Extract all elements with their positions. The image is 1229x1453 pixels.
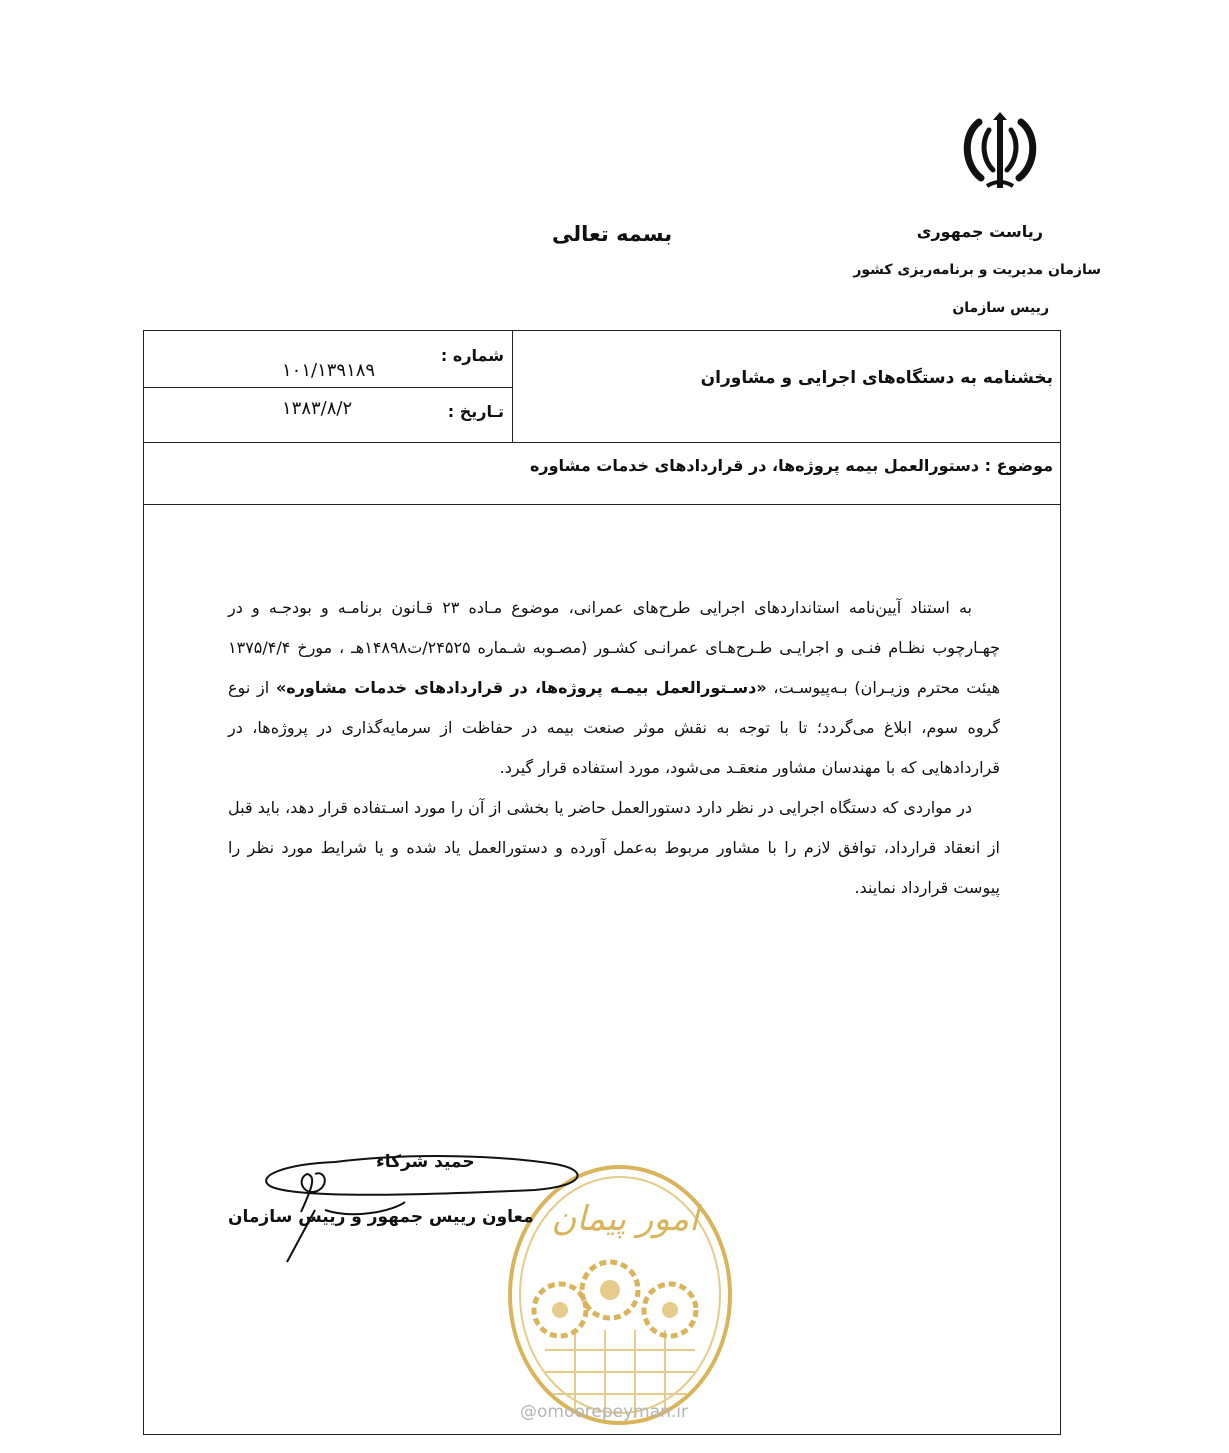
addressee: بخشنامه به دستگاه‌های اجرایی و مشاوران: [700, 368, 1053, 388]
date-label: تـاریخ :: [447, 402, 504, 421]
body-paragraph-1-a: به استناد آیین‌نامه استانداردهای اجرایی طرح‌های عمرانی، موضوع مـاده ۲۳ قـانون برنامـه و بودجـه و در چهـارچوب نظـام فنـی و اجرایـی طـرح‌هـای عمرانـی کشـور (مصـوبه شـماره ۲۴۵۲۵/ت۱۴۸۹۸هـ ، مورخ ۱۳۷۵/۴/۴ هیئت محترم وزیـران) بـه‌پیوسـت،: [228, 598, 1001, 697]
body-paragraph-1-bold: «دسـتورالعمل بیمـه پروژه‌ها، در قراردادهای خدمات مشاوره»: [275, 678, 767, 697]
subject-line: موضوع : دستورالعمل بیمه پروژه‌ها، در قراردادهای خدمات مشاوره: [529, 456, 1053, 475]
date-value: ۱۳۸۳/۸/۲: [282, 398, 353, 419]
org-name-presidency: ریاست جمهوری: [916, 222, 1043, 241]
signatory-name: حمید شرکاء: [376, 1152, 475, 1172]
subject-top-divider: [143, 442, 1061, 443]
header-row-divider: [143, 387, 513, 388]
signatory-title: معاون رییس جمهور و رییس سازمان: [228, 1207, 534, 1227]
org-name-planning: سازمان مدیریت و برنامه‌ریزی کشور: [853, 262, 1101, 278]
stamp-text: امور پیمان: [551, 1199, 699, 1239]
watermark: @omoorepeyman.ir: [520, 1402, 689, 1422]
body-paragraph-1: [228, 588, 1000, 788]
besmeh-heading: بسمه تعالی: [552, 222, 673, 246]
iran-emblem-icon: [955, 112, 1045, 194]
body-paragraph-1-b: از نوع گروه سوم، ابلاغ می‌گردد؛ تا با توجه به نقش موثر صنعت بیمه در حفاظت از سرمایه‌گذاری در پروژه‌ها، در قراردادهایی که با مهندسان مشاور منعقـد می‌شود، مورد استفاده قرار گیرد.: [228, 678, 1000, 777]
number-value: ۱۰۱/۱۳۹۱۸۹: [282, 360, 376, 381]
number-label: شماره :: [440, 346, 504, 365]
org-head-title: رییس سازمان: [952, 300, 1049, 316]
letter-body: [228, 588, 1000, 908]
subject-bottom-divider: [143, 504, 1061, 505]
header-column-divider: [512, 330, 513, 442]
body-paragraph-2: در مواردی که دستگاه اجرایی در نظر دارد دستورالعمل حاضر یا بخشی از آن را مورد اسـتفاده قرار دهد، باید قبل از انعقاد قرارداد، توافق لازم را با مشاور مربوط به‌عمل آورده و دستورالعمل یاد شده و یا شرایط مورد نظر را پیوست قرارداد نمایند.: [228, 798, 1000, 897]
